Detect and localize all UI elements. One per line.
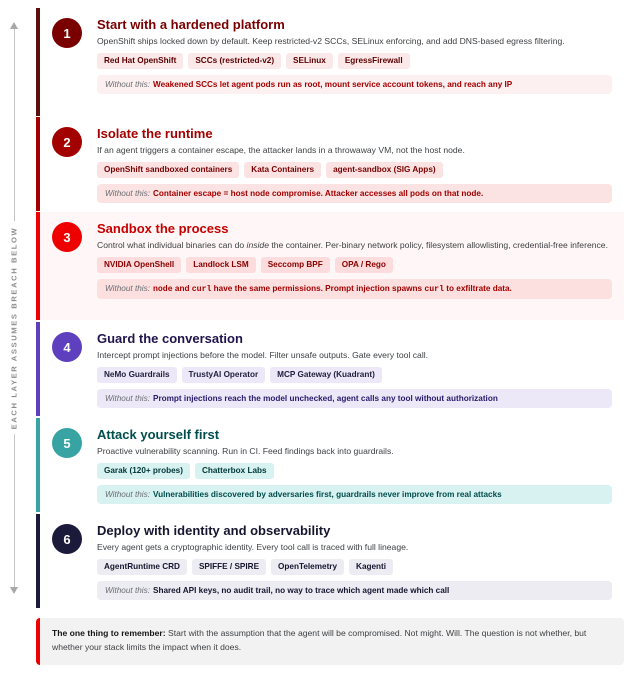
code-text: node (152, 285, 173, 294)
tag-list (97, 367, 612, 383)
tag: Kagenti (349, 559, 393, 575)
warning-text: Container escape = host node compromise. Attacker accesses all pods on that node. (152, 189, 484, 198)
layer-1 (36, 8, 624, 116)
tag: AgentRuntime CRD (97, 559, 187, 575)
tag-list (97, 559, 612, 575)
tag: Seccomp BPF (261, 257, 330, 273)
layer-number-badge: 2 (52, 127, 82, 157)
layer-number-badge: 3 (52, 222, 82, 252)
layer-title: Guard the conversation (97, 331, 243, 346)
tag: Landlock LSM (186, 257, 256, 273)
tag: NVIDIA OpenShell (97, 257, 181, 273)
tag: agent-sandbox (SIG Apps) (326, 162, 443, 178)
tag: Chatterbox Labs (195, 463, 274, 479)
tag: TrustyAI Operator (182, 367, 266, 383)
layer-title: Attack yourself first (97, 427, 220, 442)
warning-part: and (172, 284, 192, 293)
layer-number-badge: 5 (52, 428, 82, 458)
summary-callout (36, 618, 624, 665)
arrow-up-icon (10, 22, 18, 29)
warning-prefix: Without this: (105, 284, 150, 293)
tag: OPA / Rego (335, 257, 393, 273)
code-text: curl (424, 285, 445, 294)
tag: EgressFirewall (338, 53, 410, 69)
tag: Kata Containers (244, 162, 321, 178)
layer-title: Isolate the runtime (97, 126, 213, 141)
layer-6 (36, 514, 624, 608)
layer-title: Sandbox the process (97, 221, 229, 236)
layer-2 (36, 117, 624, 211)
warning-prefix: Without this: (105, 80, 150, 89)
tag: SPIFFE / SPIRE (192, 559, 266, 575)
warning-box (97, 279, 612, 299)
summary-text: Start with the assumption that the agent will be compromised. Not might. Will. The question is not whether, but whether your stack limits the impact when it does. (52, 628, 587, 652)
tag: MCP Gateway (Kuadrant) (270, 367, 382, 383)
axis-label: EACH LAYER ASSUMES BREACH BELOW (7, 222, 22, 435)
layer-description (97, 239, 612, 251)
layer-number-badge: 6 (52, 524, 82, 554)
warning-text: Weakened SCCs let agent pods run as root, mount service account tokens, and reach any IP (152, 80, 513, 89)
tag: SCCs (restricted-v2) (188, 53, 281, 69)
warning-box (97, 485, 612, 504)
warning-prefix: Without this: (105, 394, 150, 403)
code-text: curl (191, 285, 212, 294)
description-part: Control what individual binaries can do (97, 240, 247, 250)
layer-description: Proactive vulnerability scanning. Run in CI. Feed findings back into guardrails. (97, 446, 394, 456)
layer-description: If an agent triggers a container escape, the attacker lands in a throwaway VM, not the host node. (97, 145, 465, 155)
warning-part: have the same permissions. Prompt injection spawns (211, 284, 425, 293)
warning-box (97, 184, 612, 203)
warning-part: to exfiltrate data. (444, 284, 512, 293)
layer-5 (36, 418, 624, 512)
arrow-down-icon (10, 587, 18, 594)
layer-description: Intercept prompt injections before the model. Filter unsafe outputs. Gate every tool call. (97, 350, 429, 360)
breach-axis (0, 22, 32, 594)
warning-text: Vulnerabilities discovered by adversaries first, guardrails never improve from real attacks (152, 490, 502, 499)
warning-box (97, 581, 612, 600)
tag-list (97, 257, 612, 273)
description-emphasis: inside (246, 240, 269, 250)
layer-description: OpenShift ships locked down by default. Keep restricted-v2 SCCs, SELinux enforcing, and add DNS-based egress filtering. (97, 36, 565, 46)
layer-title: Start with a hardened platform (97, 17, 285, 32)
warning-prefix: Without this: (105, 189, 150, 198)
tag: Garak (120+ probes) (97, 463, 190, 479)
warning-prefix: Without this: (105, 490, 150, 499)
tag-list (97, 463, 612, 479)
layer-number-badge: 1 (52, 18, 82, 48)
tag: OpenShift sandboxed containers (97, 162, 239, 178)
tag-list (97, 53, 612, 69)
warning-box (97, 75, 612, 94)
layer-3 (36, 212, 624, 320)
tag: SELinux (286, 53, 333, 69)
description-part: the container. Per-binary network policy, filesystem allowlisting, credential-free inference. (269, 240, 608, 250)
tag: NeMo Guardrails (97, 367, 177, 383)
tag: Red Hat OpenShift (97, 53, 183, 69)
tag-list (97, 162, 612, 178)
layer-description: Every agent gets a cryptographic identity. Every tool call is traced with full lineage. (97, 542, 409, 552)
warning-box (97, 389, 612, 408)
warning-text (153, 284, 512, 293)
layer-number-badge: 4 (52, 332, 82, 362)
summary-lead: The one thing to remember: (52, 628, 166, 638)
layer-4 (36, 322, 624, 416)
warning-text: Prompt injections reach the model unchecked, agent calls any tool without authorization (152, 394, 498, 403)
warning-prefix: Without this: (105, 586, 150, 595)
tag: OpenTelemetry (271, 559, 344, 575)
warning-text: Shared API keys, no audit trail, no way to trace which agent made which call (152, 586, 450, 595)
layer-title: Deploy with identity and observability (97, 523, 331, 538)
